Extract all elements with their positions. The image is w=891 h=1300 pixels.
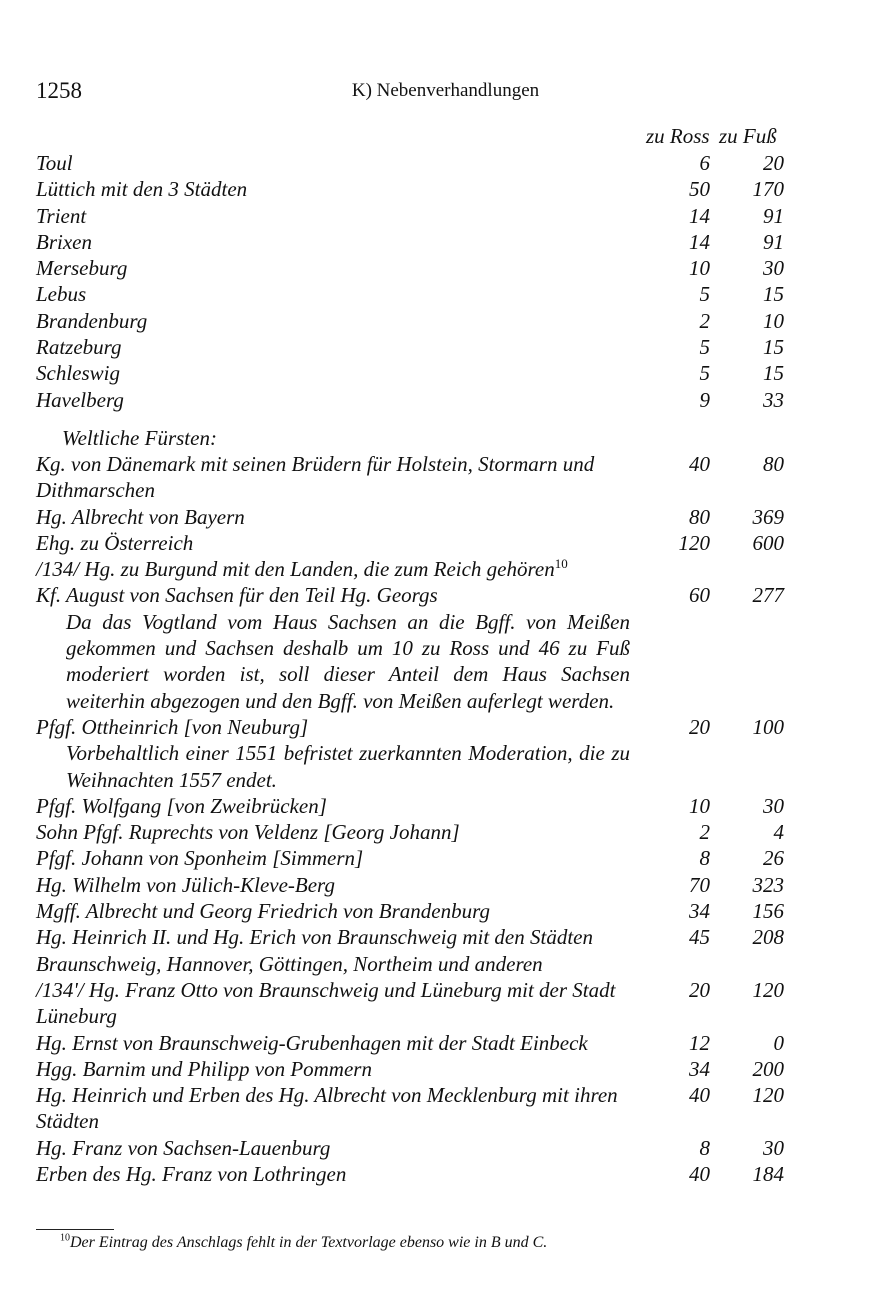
entry-ross-value: 8 [699, 846, 710, 871]
entry-row [36, 229, 796, 255]
entry-fuss-value: 156 [752, 899, 784, 924]
running-header-title: K) Nebenverhandlungen [351, 80, 540, 101]
entry-row [36, 360, 796, 386]
entry-row [36, 1082, 796, 1135]
entry-ross-value: 20 [689, 977, 710, 1002]
entry-fuss-value: 30 [763, 256, 784, 281]
entry-row [36, 1161, 796, 1187]
entry-ross-value: 40 [689, 1083, 710, 1108]
entry-ross-value: 10 [689, 793, 710, 818]
entry-name: Hg. Albrecht von Bayern [36, 504, 245, 529]
entry-ross-value: 5 [699, 282, 710, 307]
entry-fuss-value: 0 [773, 1030, 784, 1055]
entry-name: Hg. Heinrich II. und Hg. Erich von Braunschweig mit den Städten Braunschweig, Hannover, Göttingen, Northeim und anderen [36, 925, 593, 976]
entry-name: Ratzeburg [36, 335, 122, 360]
entry-fuss-value: 26 [763, 846, 784, 871]
entry-row [36, 819, 796, 845]
entry-name: /134/ Hg. zu Burgund mit den Landen, die zum Reich gehören$^{10}$ [36, 556, 568, 582]
entry-row [36, 1135, 796, 1161]
entry-row [36, 845, 796, 871]
entry-note [36, 740, 796, 793]
entry-fuss-value: 15 [763, 282, 784, 307]
column-header-ross: zu Ross [646, 124, 710, 148]
entry-ross-value: 6 [699, 151, 710, 175]
entry-fuss-value: 30 [763, 793, 784, 818]
entry-ross-value: 70 [689, 872, 710, 897]
entry-name: Lüttich mit den 3 Städten [36, 177, 248, 202]
entry-row [36, 793, 796, 819]
footnote-text: Der Eintrag des Anschlags fehlt in der Textvorlage ebenso wie in B und C. [70, 1234, 548, 1251]
entry-fuss-value: 323 [752, 872, 784, 897]
entry-ross-value: 34 [689, 899, 710, 924]
entry-row [36, 451, 796, 504]
entry-name: Da das Vogtland vom Haus Sachsen an die Bgff. von Meißen gekommen und Sachsen deshalb um 10 zu Ross und 46 zu Fuß moderiert worden ist, soll dieser Anteil dem Haus Sachsen weiterhin abgezogen und den Bgff. von Meißen auferlegt werden. [66, 609, 630, 713]
entry-name: Hg. Wilhelm von Jülich-Kleve-Berg [36, 872, 335, 897]
entry-fuss-value: 120 [752, 977, 784, 1002]
section-heading: Weltliche Fürsten: [62, 425, 217, 450]
entry-name: Schleswig [36, 361, 120, 386]
assessment-list [36, 150, 796, 1187]
entry-fuss-value: 600 [752, 530, 784, 555]
entry-ross-value: 20 [689, 714, 710, 739]
entry-fuss-value: 277 [752, 583, 784, 608]
entry-fuss-value: 4 [773, 820, 784, 845]
page-number: 1258 [36, 78, 82, 103]
entry-name: Sohn Pfgf. Ruprechts von Veldenz [Georg Johann] [36, 820, 460, 845]
entries-group-princes-continued [36, 582, 796, 1187]
entry-fuss-value: 30 [763, 1135, 784, 1160]
entry-row [36, 176, 796, 202]
entry-row [36, 281, 796, 307]
entry-ross-value: 8 [699, 1135, 710, 1160]
column-header-fuss: zu Fuß [719, 124, 777, 148]
entry-ross-value: 2 [699, 308, 710, 333]
entry-fuss-value: 10 [763, 308, 784, 333]
entry-name: Hgg. Barnim und Philipp von Pommern [36, 1056, 372, 1081]
entry-row [36, 255, 796, 281]
entry-note [36, 609, 796, 714]
entry-fuss-value: 369 [752, 504, 784, 529]
entry-row [36, 872, 796, 898]
entry-row [36, 504, 796, 530]
entry-ross-value: 60 [689, 583, 710, 608]
entry-fuss-value: 91 [763, 203, 784, 228]
entry-name: /134'/ Hg. Franz Otto von Braunschweig und Lüneburg mit der Stadt Lüneburg [36, 977, 616, 1029]
entry-name: Havelberg [36, 387, 124, 412]
entry-fuss-value: 184 [752, 1161, 784, 1186]
entry-name: Ehg. zu Österreich [36, 530, 194, 555]
entry-ross-value: 40 [689, 451, 710, 476]
entry-name: Erben des Hg. Franz von Lothringen [36, 1161, 347, 1186]
entry-row [36, 308, 796, 334]
entry-name: Trient [36, 203, 87, 228]
entry-name: Pfgf. Ottheinrich [von Neuburg] [36, 714, 309, 739]
entry-ross-value: 5 [699, 361, 710, 386]
entry-ross-value: 14 [689, 229, 710, 254]
footnote [60, 1234, 547, 1252]
entry-name: Brandenburg [36, 308, 148, 333]
entry-ross-value: 50 [689, 177, 710, 202]
entry-name: Pfgf. Wolfgang [von Zweibrücken] [36, 793, 327, 818]
entry-name: Brixen [36, 229, 92, 254]
entry-ross-value: 2 [699, 820, 710, 845]
entry-row [36, 924, 796, 977]
entry-row [36, 714, 796, 740]
entry-fuss-value: 80 [763, 451, 784, 476]
entry-fuss-value: 33 [763, 387, 784, 412]
entry-fuss-value: 15 [763, 335, 784, 360]
entry-fuss-value: 200 [752, 1056, 784, 1081]
entry-row [36, 1056, 796, 1082]
entry-ross-value: 120 [678, 530, 710, 555]
entry-fuss-value: 20 [763, 151, 784, 175]
entry-ross-value: 40 [689, 1161, 710, 1186]
entry-fuss-value: 15 [763, 361, 784, 386]
entry-row [36, 898, 796, 924]
entry-row [36, 334, 796, 360]
entry-name: Vorbehaltlich einer 1551 befristet zuerkannten Moderation, die zu Weihnachten 1557 endet. [66, 741, 630, 792]
entry-row [36, 530, 796, 556]
entries-group-clergy [36, 150, 796, 413]
entry-name: Hg. Heinrich und Erben des Hg. Albrecht von Mecklenburg mit ihren Städten [36, 1083, 618, 1134]
entry-row [36, 582, 796, 608]
entry-ross-value: 34 [689, 1056, 710, 1081]
entry-row [36, 387, 796, 413]
entry-fuss-value: 120 [752, 1083, 784, 1108]
entry-row [36, 203, 796, 229]
entry-fuss-value: 91 [763, 229, 784, 254]
footnote-reference: 10 [554, 556, 568, 572]
column-headers [0, 124, 891, 150]
entry-name: Hg. Ernst von Braunschweig-Grubenhagen mit der Stadt Einbeck [36, 1030, 588, 1055]
entry-name: Merseburg [36, 256, 128, 281]
entry-name: Lebus [36, 282, 87, 307]
entry-ross-value: 14 [689, 203, 710, 228]
footnote-rule [36, 1229, 114, 1230]
entry-name: Mgff. Albrecht und Georg Friedrich von Brandenburg [36, 899, 490, 924]
entry-row [36, 1030, 796, 1056]
entry-ross-value: 80 [689, 504, 710, 529]
entries-group-princes [36, 451, 796, 556]
entry-row [36, 150, 796, 176]
entry-ross-value: 45 [689, 925, 710, 950]
entry-ross-value: 12 [689, 1030, 710, 1055]
entry-name: Hg. Franz von Sachsen-Lauenburg [36, 1135, 331, 1160]
entry-ross-value: 5 [699, 335, 710, 360]
entry-name: Toul [36, 151, 73, 175]
entry-ross-value: 9 [699, 387, 710, 412]
entry-fuss-value: 208 [752, 925, 784, 950]
entry-row-burgund [36, 556, 796, 582]
entry-fuss-value: 170 [752, 177, 784, 202]
entry-name: Pfgf. Johann von Sponheim [Simmern] [36, 846, 364, 871]
entry-name: Kg. von Dänemark mit seinen Brüdern für Holstein, Stormarn und Dithmarschen [36, 451, 595, 503]
entry-row [36, 977, 796, 1030]
entry-ross-value: 10 [689, 256, 710, 281]
entry-name: Kf. August von Sachsen für den Teil Hg. Georgs [36, 583, 438, 608]
entry-fuss-value: 100 [752, 714, 784, 739]
footnote-marker: 10 [60, 1232, 70, 1244]
